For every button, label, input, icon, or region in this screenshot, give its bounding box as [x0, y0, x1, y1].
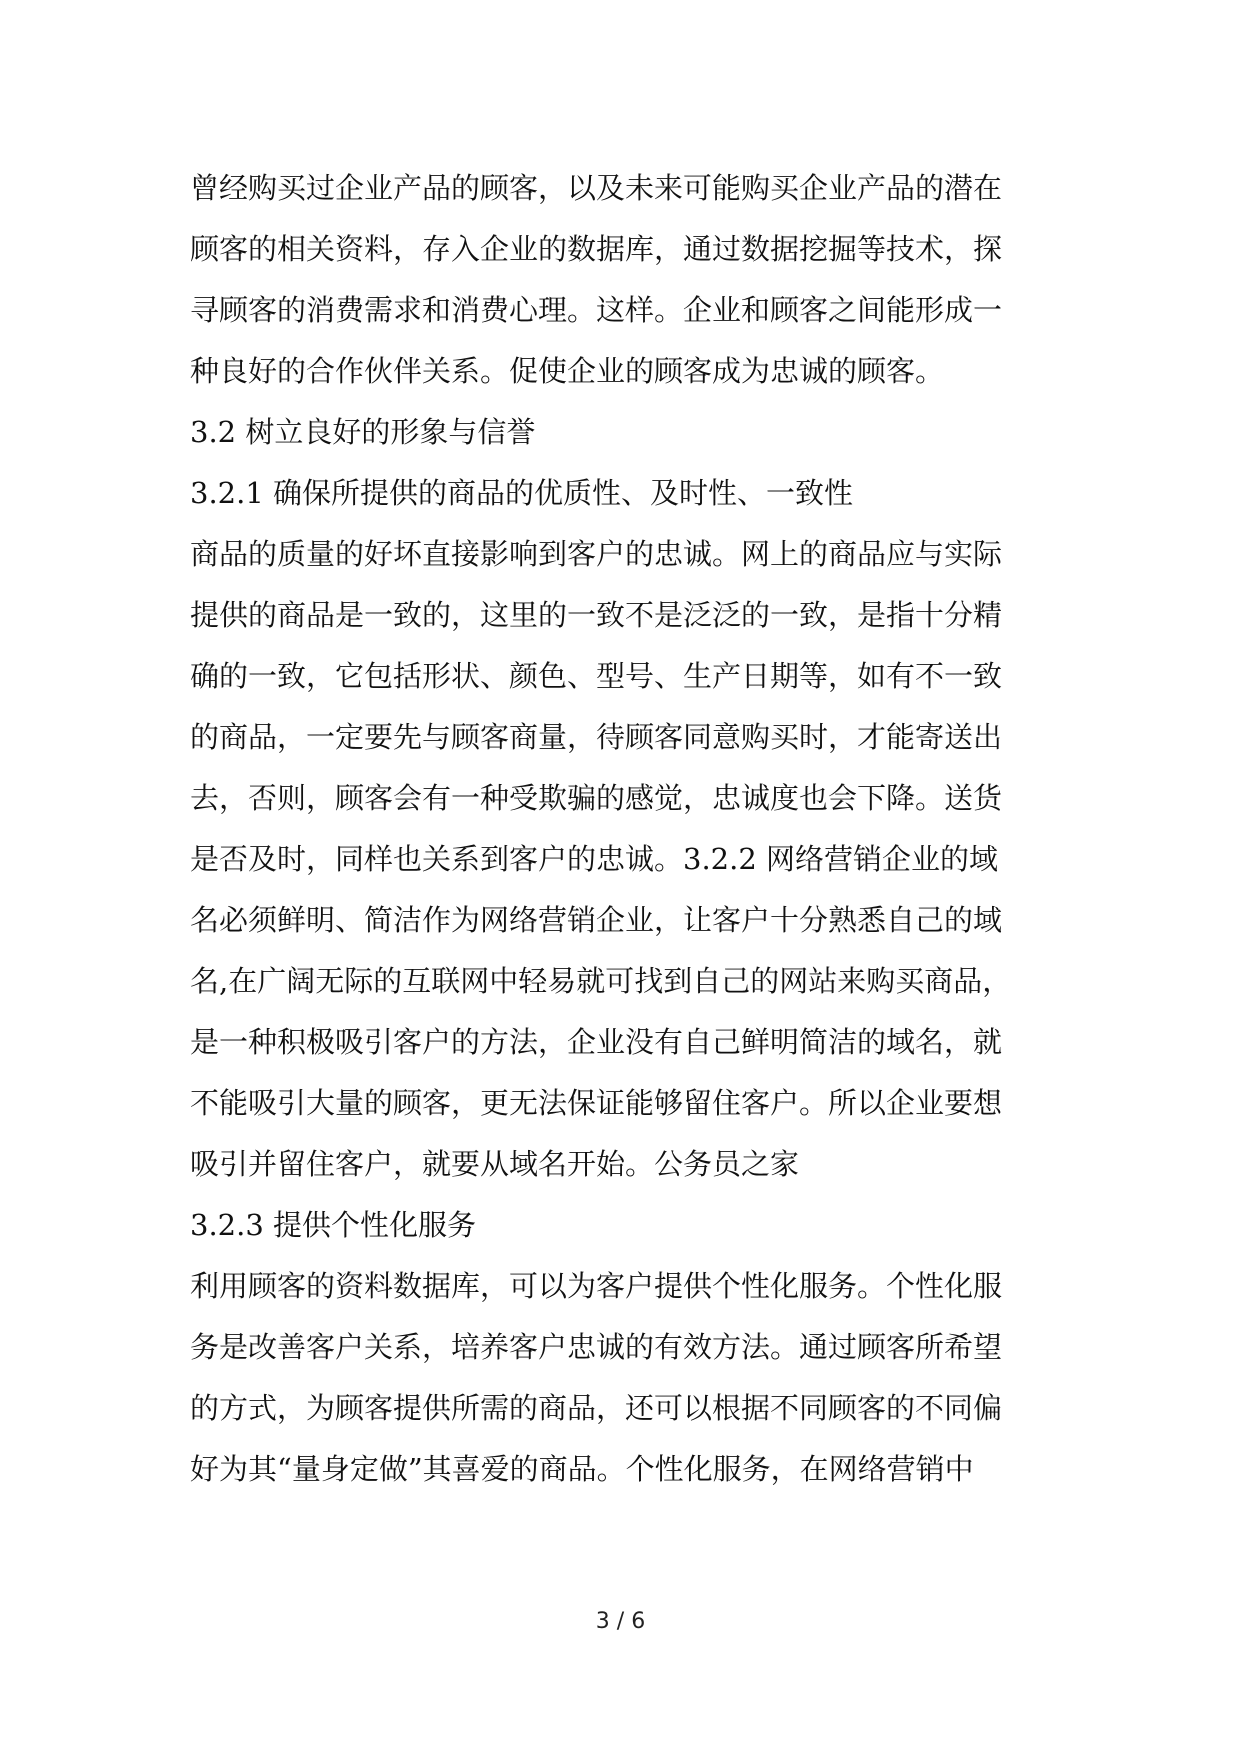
text-line: 的方式，为顾客提供所需的商品，还可以根据不同顾客的不同偏 — [190, 1391, 1003, 1425]
text-line: 是一种积极吸引客户的方法，企业没有自己鲜明简洁的域名，就 — [190, 1025, 1003, 1059]
subsection-heading: 3.2.1 确保所提供的商品的优质性、及时性、一致性 — [190, 476, 854, 510]
text-line: 名,在广阔无际的互联网中轻易就可找到自己的网站来购买商品， — [190, 964, 1012, 998]
text-line: 务是改善客户关系，培养客户忠诚的有效方法。通过顾客所希望 — [190, 1330, 1003, 1364]
text-line: 利用顾客的资料数据库，可以为客户提供个性化服务。个性化服 — [190, 1269, 1003, 1303]
page-number: 3 / 6 — [595, 1609, 646, 1634]
text-line: 提供的商品是一致的，这里的一致不是泛泛的一致，是指十分精 — [190, 598, 1003, 632]
text-line: 吸引并留住客户，就要从域名开始。公务员之家 — [190, 1147, 800, 1181]
text-line: 名必须鲜明、简洁作为网络营销企业，让客户十分熟悉自己的域 — [190, 903, 1003, 937]
section-heading: 3.2 树立良好的形象与信誉 — [190, 415, 536, 449]
text-line: 好为其“量身定做”其喜爱的商品。个性化服务，在网络营销中 — [190, 1452, 974, 1486]
text-line: 寻顾客的消费需求和消费心理。这样。企业和顾客之间能形成一 — [190, 293, 1003, 327]
body-text — [190, 158, 1050, 1500]
text-line: 确的一致，它包括形状、颜色、型号、生产日期等，如有不一致 — [190, 659, 1003, 693]
text-line: 是否及时，同样也关系到客户的忠诚。3.2.2 网络营销企业的域 — [190, 842, 999, 876]
text-line: 曾经购买过企业产品的顾客，以及未来可能购买企业产品的潜在 — [190, 171, 1003, 205]
text-line: 种良好的合作伙伴关系。促使企业的顾客成为忠诚的顾客。 — [190, 354, 945, 388]
text-line: 顾客的相关资料，存入企业的数据库，通过数据挖掘等技术，探 — [190, 232, 1003, 266]
text-line: 去，否则，顾客会有一种受欺骗的感觉，忠诚度也会下降。送货 — [190, 781, 1003, 815]
text-line: 的商品，一定要先与顾客商量，待顾客同意购买时，才能寄送出 — [190, 720, 1003, 754]
text-line: 商品的质量的好坏直接影响到客户的忠诚。网上的商品应与实际 — [190, 537, 1003, 571]
subsection-heading: 3.2.3 提供个性化服务 — [190, 1208, 477, 1242]
text-line: 不能吸引大量的顾客，更无法保证能够留住客户。所以企业要想 — [190, 1086, 1003, 1120]
